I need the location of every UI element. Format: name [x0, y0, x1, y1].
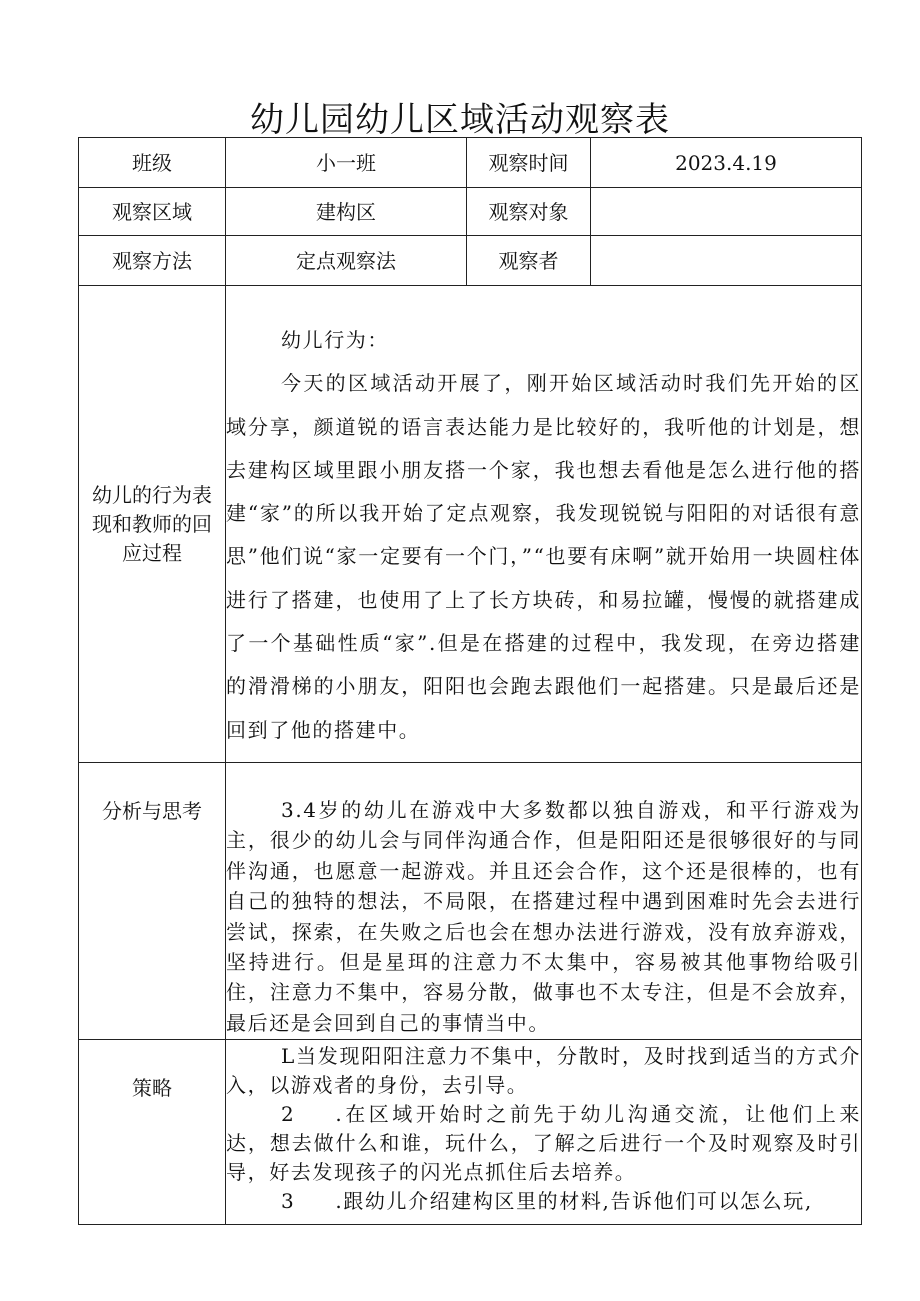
strategy-item-number: L [281, 1044, 296, 1068]
class-value: 小一班 [226, 138, 467, 188]
table-row [79, 188, 862, 236]
table-row [79, 763, 862, 1040]
behavior-heading: 幼儿行为： [281, 328, 389, 352]
strategy-cell [226, 1040, 862, 1225]
area-value: 建构区 [226, 188, 467, 236]
analysis-label: 分析与思考 [79, 763, 226, 1040]
table-row [79, 286, 862, 763]
observation-time-value: 2023.4.19 [591, 138, 862, 188]
observation-target-label: 观察对象 [467, 188, 591, 236]
strategy-item-text: 当发现阳阳注意力不集中，分散时，及时找到适当的方式介入，以游戏者的身份，去引导。 [226, 1044, 861, 1097]
behavior-cell [226, 286, 862, 763]
observation-target-value [591, 188, 862, 236]
strategy-item [226, 1100, 861, 1187]
observer-value [591, 236, 862, 286]
strategy-label: 策略 [79, 1040, 226, 1225]
observation-table [78, 137, 862, 1225]
observation-time-label: 观察时间 [467, 138, 591, 188]
method-value: 定点观察法 [226, 236, 467, 286]
table-row [79, 1040, 862, 1225]
class-label: 班级 [79, 138, 226, 188]
strategy-item-text: .跟幼儿介绍建构区里的材料,告诉他们可以怎么玩, [335, 1189, 813, 1213]
strategy-item-text: .在区域开始时之前先于幼儿沟通交流，让他们上来达，想去做什么和谁，玩什么，了解之后进行一个及时观察及时引导，好去发现孩子的闪光点抓住后去培养。 [226, 1102, 861, 1184]
behavior-text: 今天的区域活动开展了，刚开始区域活动时我们先开始的区域分享，颜道锐的语言表达能力是比较好的，我听他的计划是，想去建构区域里跟小朋友搭一个家，我也想去看他是怎么进行他的搭建“家”的所以我开始了定点观察，我发现锐锐与阳阳的对话很有意思”他们说“家一定要有一个门，”“也要有床啊”就开始用一块圆柱体进行了搭建，也使用了上了长方块砖，和易拉罐，慢慢的就搭建成了一个基础性质“家”.但是在搭建的过程中，我发现，在旁边搭建的滑滑梯的小朋友，阳阳也会跑去跟他们一起搭建。只是最后还是回到了他的搭建中。 [226, 371, 861, 742]
table-row [79, 138, 862, 188]
area-label: 观察区域 [79, 188, 226, 236]
behavior-label: 幼儿的行为表现和教师的回应过程 [79, 286, 226, 763]
page-title: 幼儿园幼儿区域活动观察表 [250, 100, 670, 140]
analysis-text: 3.4岁的幼儿在游戏中大多数都以独自游戏，和平行游戏为主，很少的幼儿会与同伴沟通合作，但是阳阳还是很够很好的与同伴沟通，也愿意一起游戏。并且还会合作，这个还是很棒的，也有自己的独特的想法，不局限，在搭建过程中遇到困难时先会去进行尝试，探索，在失败之后也会在想办法进行游戏，没有放弃游戏，坚持进行。但是星珥的注意力不太集中，容易被其他事物给吸引住，注意力不集中，容易分散，做事也不太专注，但是不会放弃，最后还是会回到自己的事情当中。 [226, 798, 861, 1035]
strategy-item-number: 2 [281, 1102, 296, 1126]
method-label: 观察方法 [79, 236, 226, 286]
table-row [79, 236, 862, 286]
observer-label: 观察者 [467, 236, 591, 286]
analysis-cell [226, 763, 862, 1040]
strategy-item [226, 1187, 861, 1216]
strategy-item-number: 3 [281, 1189, 296, 1213]
strategy-item [226, 1042, 861, 1100]
